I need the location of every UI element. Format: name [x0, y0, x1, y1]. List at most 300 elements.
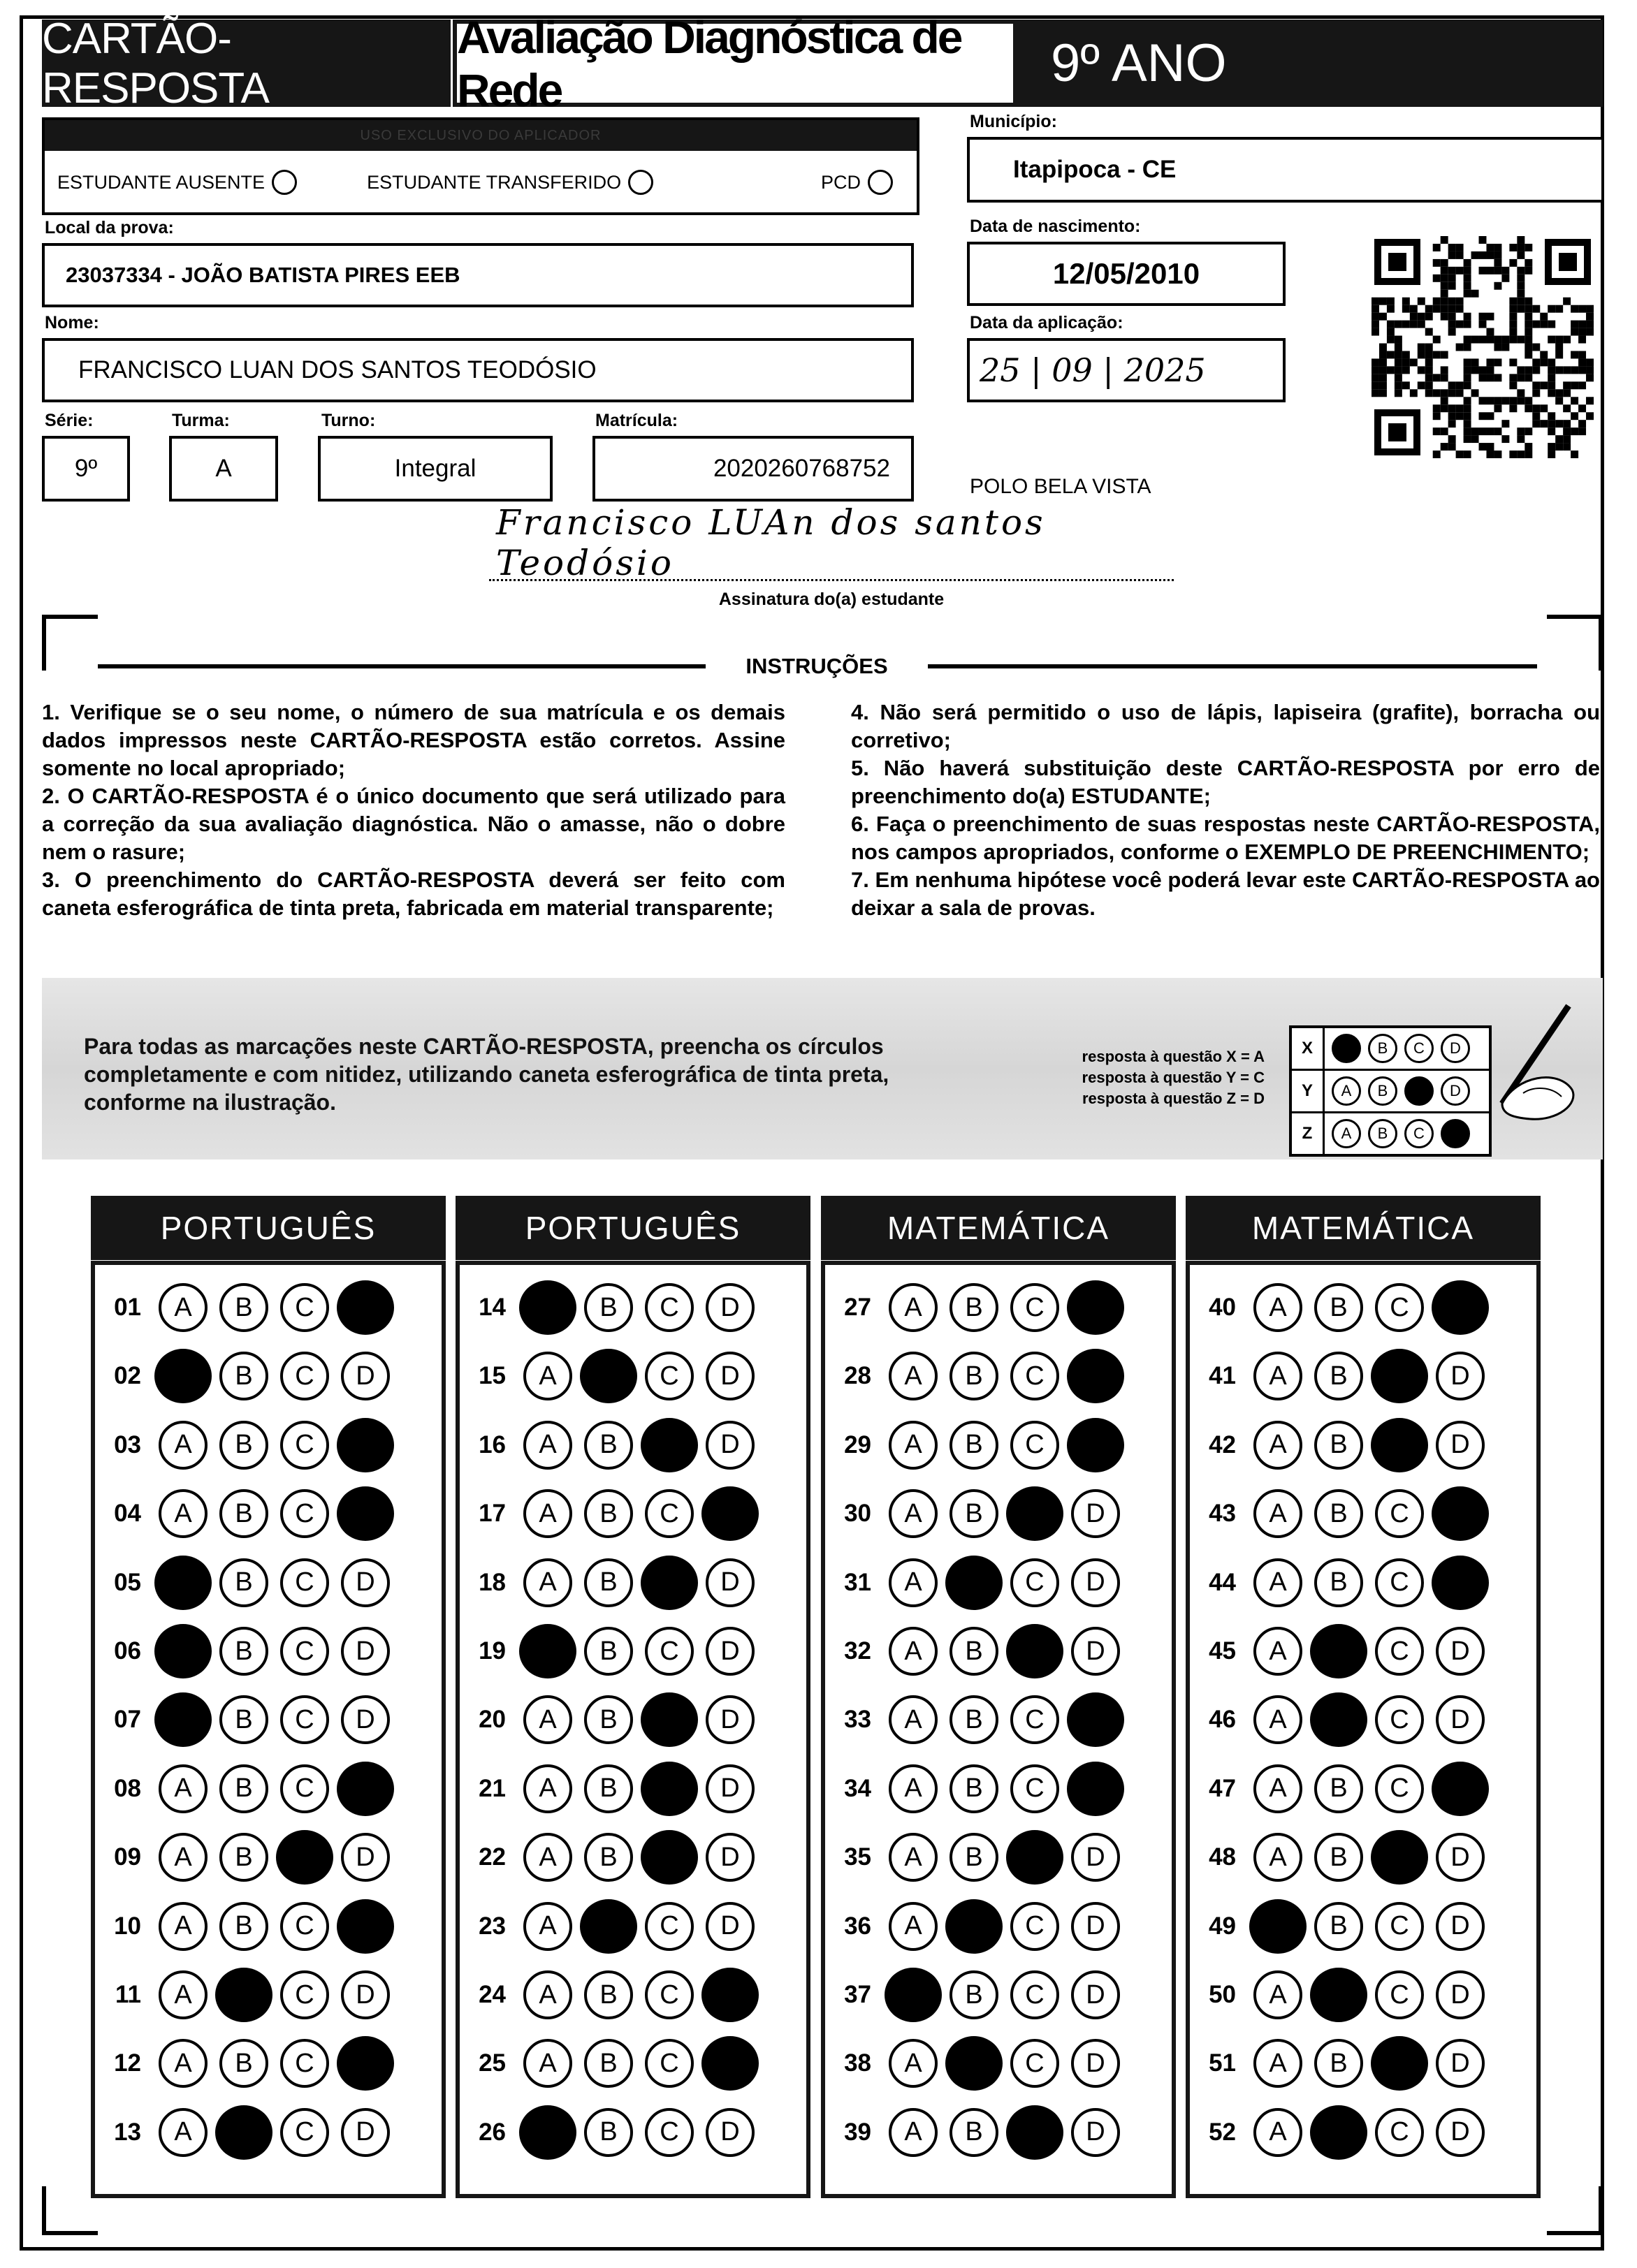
- answer-row: [460, 1411, 806, 1479]
- answer-bubble[interactable]: A: [1253, 1421, 1302, 1470]
- answer-bubble[interactable]: A: [1253, 1283, 1302, 1332]
- answer-bubble[interactable]: A: [159, 1833, 208, 1882]
- answer-bubble[interactable]: C: [280, 2039, 329, 2088]
- serie-label: Série:: [45, 411, 94, 430]
- example-bubble-filled: [1332, 1034, 1361, 1063]
- answer-bubble[interactable]: A: [889, 1489, 938, 1538]
- question-number: 48: [1209, 1843, 1236, 1871]
- answer-bubble[interactable]: A: [1253, 1764, 1302, 1813]
- answer-bubble[interactable]: B: [1314, 1283, 1363, 1332]
- transferred-bubble[interactable]: [628, 170, 653, 195]
- answer-bubble-filled[interactable]: [1067, 1762, 1124, 1816]
- answer-bubble[interactable]: B: [1314, 1833, 1363, 1882]
- answer-bubble-filled[interactable]: [337, 2036, 394, 2091]
- question-number: 35: [844, 1843, 871, 1871]
- answer-bubble-filled[interactable]: [1432, 1762, 1489, 1816]
- answer-bubble[interactable]: B: [219, 1352, 268, 1400]
- answer-bubble-filled[interactable]: [1310, 1692, 1367, 1747]
- answer-bubble[interactable]: D: [706, 1695, 755, 1744]
- answer-bubble-filled[interactable]: [519, 1624, 576, 1678]
- answer-bubble[interactable]: C: [1375, 1283, 1424, 1332]
- answer-bubble-filled[interactable]: [580, 1899, 637, 1954]
- answer-bubble[interactable]: D: [341, 1352, 390, 1400]
- answer-row: [95, 1961, 442, 2029]
- answer-bubble[interactable]: B: [950, 1970, 998, 2019]
- answer-bubble[interactable]: D: [1436, 1902, 1485, 1951]
- subject-header: PORTUGUÊS: [91, 1196, 446, 1260]
- answer-row: [460, 1342, 806, 1410]
- question-number: 32: [844, 1637, 871, 1665]
- answer-bubble[interactable]: D: [341, 1695, 390, 1744]
- answer-bubble-filled[interactable]: [580, 1349, 637, 1403]
- example-bubble: A: [1332, 1076, 1361, 1106]
- answer-bubble-filled[interactable]: [1067, 1280, 1124, 1335]
- answer-bubble[interactable]: B: [950, 1352, 998, 1400]
- answer-bubble[interactable]: B: [584, 1764, 633, 1813]
- answer-bubble[interactable]: D: [1071, 2039, 1120, 2088]
- question-number: 33: [844, 1706, 871, 1734]
- answer-bubble-filled[interactable]: [337, 1486, 394, 1541]
- answer-bubble[interactable]: B: [219, 1833, 268, 1882]
- answer-bubble[interactable]: C: [280, 1627, 329, 1676]
- subject-header: MATEMÁTICA: [1186, 1196, 1541, 1260]
- answer-bubble[interactable]: A: [1253, 1970, 1302, 2019]
- answer-bubble[interactable]: A: [523, 1695, 572, 1744]
- answer-bubble[interactable]: C: [1010, 1695, 1059, 1744]
- answer-bubble[interactable]: D: [341, 1970, 390, 2019]
- question-number: 15: [479, 1362, 506, 1390]
- answer-bubble[interactable]: D: [706, 1902, 755, 1951]
- example-row: [1292, 1111, 1489, 1154]
- answer-bubble[interactable]: D: [1436, 1421, 1485, 1470]
- answer-bubble[interactable]: D: [1436, 2108, 1485, 2157]
- answer-bubble[interactable]: A: [159, 1283, 208, 1332]
- answer-row: [460, 1892, 806, 1961]
- answer-bubble[interactable]: A: [889, 1695, 938, 1744]
- answer-bubble-filled[interactable]: [1432, 1486, 1489, 1541]
- answer-bubble[interactable]: B: [219, 2039, 268, 2088]
- question-number: 47: [1209, 1774, 1236, 1802]
- answer-bubble[interactable]: C: [645, 1352, 694, 1400]
- answer-row: [1190, 1549, 1536, 1617]
- answer-bubble[interactable]: C: [280, 1352, 329, 1400]
- answer-bubble[interactable]: B: [584, 1695, 633, 1744]
- answer-bubble[interactable]: A: [889, 1352, 938, 1400]
- pcd-label: PCD: [820, 171, 861, 193]
- answer-bubble[interactable]: C: [1010, 1283, 1059, 1332]
- answer-bubble[interactable]: C: [645, 2039, 694, 2088]
- question-number: 14: [479, 1294, 506, 1321]
- example-bubble-filled: [1404, 1076, 1434, 1106]
- answer-bubble-filled[interactable]: [1006, 1830, 1063, 1885]
- pcd-bubble[interactable]: [868, 170, 893, 195]
- answer-bubble-filled[interactable]: [1006, 1624, 1063, 1678]
- answer-bubble[interactable]: B: [219, 1421, 268, 1470]
- answer-bubble-filled[interactable]: [215, 2105, 272, 2160]
- answer-row: [825, 1617, 1172, 1685]
- answer-bubble[interactable]: C: [1375, 2108, 1424, 2157]
- answer-column: [821, 1261, 1176, 2198]
- answer-bubble-filled[interactable]: [945, 2036, 1003, 2091]
- instruction-item: 1. Verifique se o seu nome, o número de sua matrícula e os demais dados impressos neste CARTÃO-RESPOSTA estão corretos. Assine somente no local apropriado;: [42, 700, 785, 780]
- answer-column: [456, 1261, 810, 2198]
- answer-bubble[interactable]: A: [159, 1970, 208, 2019]
- question-number: 41: [1209, 1362, 1236, 1390]
- answer-bubble-filled[interactable]: [701, 2036, 759, 2091]
- question-number: 40: [1209, 1294, 1236, 1321]
- question-number: 34: [844, 1774, 871, 1802]
- answer-bubble-filled[interactable]: [1371, 1349, 1428, 1403]
- answer-bubble-filled[interactable]: [641, 1762, 698, 1816]
- answer-bubble[interactable]: D: [706, 1421, 755, 1470]
- answer-bubble-filled[interactable]: [1067, 1692, 1124, 1747]
- example-bubble: A: [1332, 1119, 1361, 1148]
- answer-bubble[interactable]: D: [706, 1283, 755, 1332]
- answer-bubble-filled[interactable]: [945, 1899, 1003, 1954]
- answer-bubble[interactable]: B: [950, 1695, 998, 1744]
- answer-bubble[interactable]: A: [889, 1283, 938, 1332]
- answer-bubble[interactable]: B: [1314, 1902, 1363, 1951]
- answer-bubble[interactable]: D: [1436, 1352, 1485, 1400]
- answer-bubble[interactable]: D: [706, 1764, 755, 1813]
- answer-row: [825, 1823, 1172, 1892]
- answer-bubble[interactable]: B: [950, 1283, 998, 1332]
- answer-row: [460, 1549, 806, 1617]
- answer-bubble[interactable]: A: [889, 1421, 938, 1470]
- answer-bubble-filled[interactable]: [1432, 1556, 1489, 1610]
- answer-bubble-filled[interactable]: [337, 1280, 394, 1335]
- answer-bubble[interactable]: C: [280, 1764, 329, 1813]
- answer-bubble-filled[interactable]: [337, 1418, 394, 1472]
- answer-bubble[interactable]: A: [523, 1558, 572, 1607]
- answer-bubble-filled[interactable]: [1371, 1830, 1428, 1885]
- answer-bubble[interactable]: C: [1010, 1352, 1059, 1400]
- answer-row: [1190, 1961, 1536, 2029]
- example-bubble: C: [1404, 1034, 1434, 1063]
- answer-bubble-filled[interactable]: [1432, 1280, 1489, 1335]
- answer-bubble[interactable]: C: [1010, 1902, 1059, 1951]
- name-label: Nome:: [45, 313, 99, 332]
- answer-bubble[interactable]: D: [341, 1558, 390, 1607]
- answer-bubble-filled[interactable]: [519, 2105, 576, 2160]
- question-number: 02: [114, 1362, 141, 1390]
- answer-row: [95, 1755, 442, 1823]
- answer-bubble[interactable]: B: [950, 1489, 998, 1538]
- answer-bubble[interactable]: C: [1010, 1558, 1059, 1607]
- answer-bubble[interactable]: C: [1375, 1558, 1424, 1607]
- header-title-right: 9º ANO: [1017, 20, 1603, 107]
- answer-row: [1190, 1411, 1536, 1479]
- answer-row: [95, 1549, 442, 1617]
- answer-bubble[interactable]: D: [1436, 1970, 1485, 2019]
- answer-bubble[interactable]: D: [1436, 1833, 1485, 1882]
- answer-bubble[interactable]: D: [1436, 1695, 1485, 1744]
- answer-bubble[interactable]: D: [1436, 1627, 1485, 1676]
- answer-bubble[interactable]: B: [584, 1970, 633, 2019]
- answer-bubble-filled[interactable]: [641, 1556, 698, 1610]
- answer-bubble-filled[interactable]: [1067, 1349, 1124, 1403]
- answer-bubble[interactable]: B: [1314, 1352, 1363, 1400]
- question-number: 42: [1209, 1431, 1236, 1458]
- answer-bubble-filled[interactable]: [1249, 1899, 1307, 1954]
- answer-bubble-filled[interactable]: [337, 1899, 394, 1954]
- answer-row: [95, 1479, 442, 1548]
- answer-bubble[interactable]: D: [1071, 1558, 1120, 1607]
- answer-bubble[interactable]: D: [706, 1627, 755, 1676]
- answer-bubble[interactable]: C: [645, 1902, 694, 1951]
- answer-bubble[interactable]: A: [523, 1902, 572, 1951]
- subject-header: PORTUGUÊS: [456, 1196, 810, 1260]
- polo-label: POLO BELA VISTA: [970, 475, 1151, 498]
- question-number: 50: [1209, 1981, 1236, 2008]
- answer-row: [460, 1755, 806, 1823]
- answer-bubble[interactable]: A: [889, 1558, 938, 1607]
- answer-bubble[interactable]: A: [889, 2039, 938, 2088]
- answer-bubble[interactable]: B: [219, 1764, 268, 1813]
- answer-bubble[interactable]: A: [159, 1489, 208, 1538]
- answer-bubble[interactable]: A: [1253, 2108, 1302, 2157]
- answer-row: [825, 1479, 1172, 1548]
- answer-bubble-filled[interactable]: [154, 1692, 212, 1747]
- answer-row: [825, 2029, 1172, 2098]
- answer-bubble-filled[interactable]: [945, 1556, 1003, 1610]
- answer-bubble[interactable]: D: [1071, 1902, 1120, 1951]
- answer-bubble[interactable]: C: [1375, 1970, 1424, 2019]
- answer-bubble-filled[interactable]: [1310, 1624, 1367, 1678]
- municipio-label: Município:: [970, 112, 1057, 131]
- question-number: 38: [844, 2049, 871, 2077]
- answer-bubble[interactable]: A: [523, 1764, 572, 1813]
- answer-row: [1190, 2098, 1536, 2167]
- answer-row: [1190, 1617, 1536, 1685]
- absent-bubble[interactable]: [272, 170, 297, 195]
- answer-bubble[interactable]: A: [889, 1902, 938, 1951]
- answer-bubble-filled[interactable]: [1310, 2105, 1367, 2160]
- answer-bubble[interactable]: A: [523, 1352, 572, 1400]
- answer-bubble[interactable]: C: [1375, 1627, 1424, 1676]
- answer-bubble[interactable]: B: [219, 1283, 268, 1332]
- answer-bubble[interactable]: D: [1436, 2039, 1485, 2088]
- answer-bubble[interactable]: A: [1253, 1352, 1302, 1400]
- answer-bubble[interactable]: C: [1375, 1902, 1424, 1951]
- answer-bubble[interactable]: C: [645, 1489, 694, 1538]
- answer-bubble-filled[interactable]: [701, 1486, 759, 1541]
- answer-bubble[interactable]: B: [950, 1421, 998, 1470]
- answer-row: [95, 2098, 442, 2167]
- answer-bubble[interactable]: A: [1253, 2039, 1302, 2088]
- answer-bubble[interactable]: A: [889, 2108, 938, 2157]
- instructions-left: [42, 698, 785, 922]
- answer-bubble[interactable]: B: [584, 1627, 633, 1676]
- answer-bubble[interactable]: A: [1253, 1489, 1302, 1538]
- answer-bubble[interactable]: B: [584, 1833, 633, 1882]
- answer-bubble[interactable]: C: [1010, 1970, 1059, 2019]
- answer-bubble-filled[interactable]: [154, 1624, 212, 1678]
- answer-bubble[interactable]: B: [219, 1489, 268, 1538]
- answer-bubble[interactable]: A: [889, 1764, 938, 1813]
- answer-bubble[interactable]: D: [341, 1627, 390, 1676]
- answer-bubble[interactable]: B: [584, 2039, 633, 2088]
- answer-bubble[interactable]: C: [1375, 1764, 1424, 1813]
- answer-bubble[interactable]: B: [1314, 1489, 1363, 1538]
- answer-bubble[interactable]: C: [280, 1695, 329, 1744]
- answer-bubble[interactable]: A: [1253, 1558, 1302, 1607]
- aplicacao-field[interactable]: 25 | 09 | 2025: [967, 338, 1286, 402]
- answer-bubble-filled[interactable]: [1371, 1418, 1428, 1472]
- answer-bubble[interactable]: A: [523, 2039, 572, 2088]
- answer-row: [1190, 1755, 1536, 1823]
- instruction-item: 5. Não haverá substituição deste CARTÃO-RESPOSTA por erro de preenchimento do(a) ESTUDANTE;: [851, 756, 1600, 808]
- answer-bubble[interactable]: B: [1314, 1764, 1363, 1813]
- answer-bubble[interactable]: A: [889, 1627, 938, 1676]
- answer-bubble[interactable]: C: [1375, 1695, 1424, 1744]
- subject-header: MATEMÁTICA: [821, 1196, 1176, 1260]
- question-number: 08: [114, 1774, 141, 1802]
- answer-bubble-filled[interactable]: [701, 1968, 759, 2022]
- answer-bubble-filled[interactable]: [641, 1830, 698, 1885]
- question-number: 21: [479, 1774, 506, 1802]
- answer-bubble[interactable]: C: [1375, 1489, 1424, 1538]
- answer-bubble-filled[interactable]: [1006, 1486, 1063, 1541]
- answer-bubble[interactable]: A: [1253, 1627, 1302, 1676]
- answer-bubble[interactable]: B: [1314, 1421, 1363, 1470]
- answer-bubble[interactable]: A: [1253, 1695, 1302, 1744]
- answer-bubble[interactable]: C: [280, 2108, 329, 2157]
- answer-bubble[interactable]: B: [219, 1902, 268, 1951]
- answer-bubble[interactable]: B: [584, 1283, 633, 1332]
- answer-bubble[interactable]: B: [950, 2108, 998, 2157]
- question-number: 51: [1209, 2049, 1236, 2077]
- answer-row: [95, 1617, 442, 1685]
- answer-bubble-filled[interactable]: [1006, 2105, 1063, 2160]
- question-number: 45: [1209, 1637, 1236, 1665]
- answer-bubble[interactable]: B: [950, 1833, 998, 1882]
- answer-bubble[interactable]: B: [584, 1421, 633, 1470]
- answer-bubble[interactable]: C: [280, 1902, 329, 1951]
- answer-bubble[interactable]: D: [706, 1352, 755, 1400]
- answer-bubble[interactable]: A: [159, 2108, 208, 2157]
- answer-bubble-filled[interactable]: [1371, 2036, 1428, 2091]
- answer-row: [460, 2029, 806, 2098]
- answer-row: [825, 1961, 1172, 2029]
- answer-bubble[interactable]: C: [1010, 1764, 1059, 1813]
- serie-field: 9º: [42, 436, 130, 502]
- question-number: 24: [479, 1981, 506, 2008]
- question-number: 44: [1209, 1568, 1236, 1596]
- legend-x: resposta à questão X = A: [1082, 1048, 1265, 1065]
- answer-bubble[interactable]: C: [1010, 1421, 1059, 1470]
- signature-line[interactable]: [489, 502, 1174, 583]
- answer-bubble[interactable]: A: [523, 1489, 572, 1538]
- answer-bubble-filled[interactable]: [154, 1349, 212, 1403]
- answer-bubble[interactable]: B: [950, 1764, 998, 1813]
- answer-bubble[interactable]: D: [1071, 1489, 1120, 1538]
- question-number: 27: [844, 1294, 871, 1321]
- answer-bubble[interactable]: A: [523, 1421, 572, 1470]
- answer-bubble[interactable]: D: [1071, 1833, 1120, 1882]
- nascimento-label: Data de nascimento:: [970, 217, 1141, 236]
- answer-bubble[interactable]: D: [341, 1833, 390, 1882]
- answer-bubble[interactable]: C: [645, 1970, 694, 2019]
- answer-bubble[interactable]: B: [584, 1558, 633, 1607]
- answer-bubble[interactable]: A: [159, 2039, 208, 2088]
- answer-row: [1190, 1273, 1536, 1342]
- answer-bubble-filled[interactable]: [519, 1280, 576, 1335]
- answer-bubble[interactable]: D: [341, 2108, 390, 2157]
- answer-bubble[interactable]: B: [950, 1627, 998, 1676]
- answer-bubble[interactable]: D: [706, 1558, 755, 1607]
- answer-bubble-filled[interactable]: [641, 1692, 698, 1747]
- answer-bubble[interactable]: C: [280, 1558, 329, 1607]
- divider-right: [928, 664, 1537, 668]
- answer-row: [1190, 1685, 1536, 1754]
- answer-bubble[interactable]: C: [280, 1283, 329, 1332]
- answer-bubble[interactable]: B: [219, 1695, 268, 1744]
- answer-bubble-filled[interactable]: [1310, 1968, 1367, 2022]
- applicator-heading: USO EXCLUSIVO DO APLICADOR: [45, 120, 917, 151]
- answer-bubble[interactable]: C: [280, 1421, 329, 1470]
- corner-top-left: [42, 615, 98, 671]
- answer-bubble[interactable]: C: [645, 1627, 694, 1676]
- answer-bubble[interactable]: A: [523, 1970, 572, 2019]
- answer-bubble[interactable]: C: [280, 1489, 329, 1538]
- answer-bubble[interactable]: B: [584, 1489, 633, 1538]
- answer-bubble[interactable]: A: [159, 1764, 208, 1813]
- instruction-item: 2. O CARTÃO-RESPOSTA é o único documento que será utilizado para a correção da sua avaliação diagnóstica. Não o amasse, não o dobre nem o rasure;: [42, 784, 785, 864]
- answer-bubble[interactable]: A: [1253, 1833, 1302, 1882]
- answer-bubble-filled[interactable]: [154, 1556, 212, 1610]
- answer-bubble[interactable]: A: [159, 1902, 208, 1951]
- example-question: Z: [1292, 1113, 1325, 1154]
- question-number: 13: [114, 2118, 141, 2146]
- answer-bubble[interactable]: B: [1314, 2039, 1363, 2088]
- example-question: X: [1292, 1028, 1325, 1069]
- answer-bubble[interactable]: B: [219, 1627, 268, 1676]
- corner-top-right: [1547, 615, 1603, 671]
- answer-bubble[interactable]: B: [1314, 1558, 1363, 1607]
- answer-bubble[interactable]: C: [645, 1283, 694, 1332]
- answer-row: [825, 1342, 1172, 1410]
- answer-bubble[interactable]: B: [584, 2108, 633, 2157]
- question-number: 11: [115, 1981, 141, 2008]
- answer-bubble[interactable]: B: [219, 1558, 268, 1607]
- answer-bubble[interactable]: C: [280, 1970, 329, 2019]
- answer-bubble[interactable]: D: [706, 2108, 755, 2157]
- answer-bubble[interactable]: A: [523, 1833, 572, 1882]
- example-bubble: B: [1368, 1034, 1397, 1063]
- answer-bubble-filled[interactable]: [215, 1968, 272, 2022]
- answer-bubble[interactable]: A: [159, 1421, 208, 1470]
- turno-label: Turno:: [321, 411, 376, 430]
- answer-bubble-filled[interactable]: [337, 1762, 394, 1816]
- answer-bubble[interactable]: C: [1010, 2039, 1059, 2088]
- answer-bubble-filled[interactable]: [276, 1830, 333, 1885]
- answer-bubble-filled[interactable]: [1067, 1418, 1124, 1472]
- answer-bubble[interactable]: A: [889, 1833, 938, 1882]
- turma-field: A: [169, 436, 278, 502]
- answer-bubble[interactable]: D: [1071, 1970, 1120, 2019]
- instructions-right: [851, 698, 1600, 922]
- answer-bubble-filled[interactable]: [641, 1418, 698, 1472]
- answer-bubble[interactable]: C: [645, 2108, 694, 2157]
- answer-row: [460, 2098, 806, 2167]
- answer-bubble[interactable]: D: [706, 1833, 755, 1882]
- question-number: 39: [844, 2118, 871, 2146]
- answer-bubble-filled[interactable]: [885, 1968, 942, 2022]
- answer-bubble[interactable]: D: [1071, 2108, 1120, 2157]
- answer-bubble[interactable]: D: [1071, 1627, 1120, 1676]
- question-number: 12: [114, 2049, 141, 2077]
